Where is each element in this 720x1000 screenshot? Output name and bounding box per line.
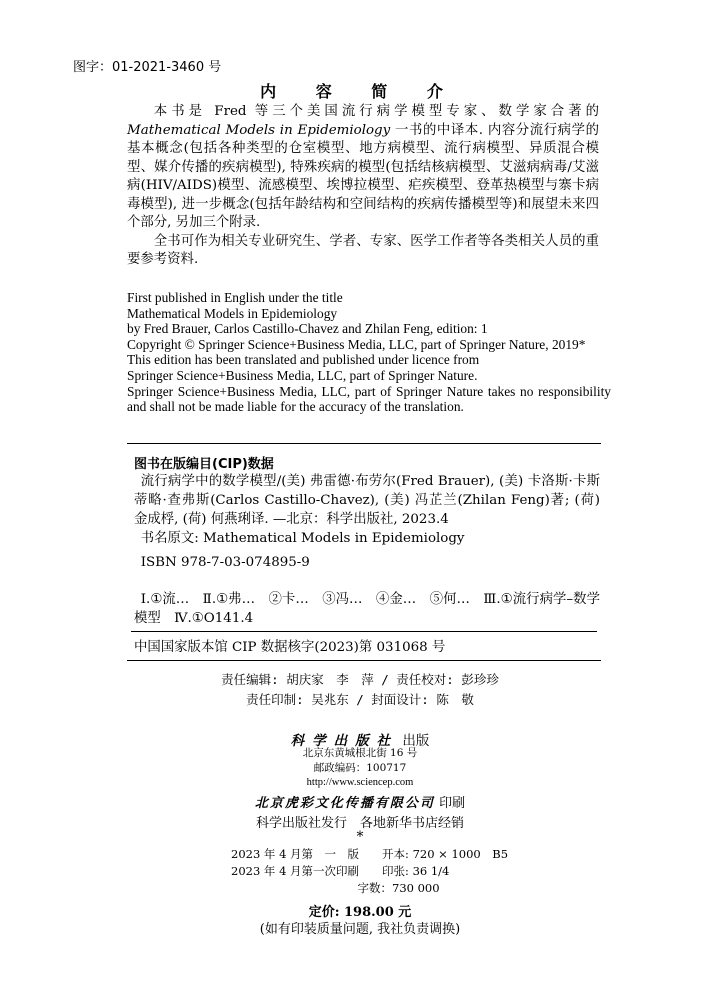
cip-classification: Ⅰ.①流… Ⅱ.①弗… ②卡… ③冯… ④金… ⑤何… Ⅲ.①流行病学–数学模型 Ⅳ.①O141.4 — [134, 592, 600, 626]
staff-line-1: 责任编辑: 胡庆家 李 萍 / 责任校对: 彭珍珍 — [221, 672, 499, 687]
printer-suffix: 印刷 — [434, 796, 466, 811]
english-line: This edition has been translated and published under licence from — [127, 352, 480, 368]
cip-entry-block — [134, 472, 600, 572]
edition-specs-line-3: 字数：730 000 — [231, 881, 440, 895]
cip-bottom-rule — [127, 660, 601, 661]
english-rights-notice — [127, 290, 611, 415]
editorial-staff — [0, 670, 720, 710]
english-line: Springer Science+Business Media, LLC, part of Springer Nature. — [127, 367, 478, 383]
intro-paragraph-2: 全书可作为相关专业研究生、学者、专家、医学工作者等各类相关人员的重要参考资料. — [127, 233, 599, 267]
intro-text-a: 本书是 Fred 等三个美国流行病学模型专家、数学家合著的 — [153, 104, 599, 119]
cip-original-title: 书名原文: Mathematical Models in Epidemiology — [140, 531, 465, 546]
intro-text-b: 一书的中译本. 内容分流行病学的基本概念(包括各种类型的仓室模型、地方病模型、流行病模型、异质混合模型、媒介传播的疾病模型), 特殊疾病的模型(包括结核病模型、艾滋病病毒/艾滋病(HIV/AIDS)模型、流感模型、埃博拉模型、疟疾模型、登革热模型与寨卡病毒模型), 进一步概念(包括年龄结构和空间结构的疾病传播模型等)和展望未来四个部分, 另加三个附录. — [127, 122, 599, 230]
staff-line-2: 责任印制: 吴兆东 / 封面设计: 陈 敬 — [246, 692, 474, 707]
intro-paragraph-1 — [127, 103, 599, 233]
cip-record-block — [134, 638, 600, 657]
publisher-address: 北京东黄城根北街 16 号 — [302, 747, 418, 759]
english-line: Mathematical Models in Epidemiology — [127, 305, 338, 321]
printer-line — [0, 792, 720, 811]
intro-book-title: Mathematical Models in Epidemiology — [127, 122, 391, 138]
publisher-name: 科学出版社 — [290, 733, 399, 749]
printer-name: 北京虎彩文化传播有限公司 — [254, 796, 435, 811]
cip-record: 中国国家版本馆 CIP 数据核字(2023)第 031068 号 — [134, 640, 446, 655]
edition-specs-line-2: 2023 年 4 月第一次印刷 印张: 36 1/4 — [231, 864, 450, 878]
cip-inner-rule — [131, 631, 597, 632]
cip-entry: 流行病学中的数学模型/(美) 弗雷德·布劳尔(Fred Brauer), (美) 卡洛斯·卡斯蒂略·查弗斯(Carlos Castillo-Chavez), (美) 冯芷兰(Zhilan Feng)著; (荷) 金成桴, (荷) 何燕琍译. —北京：科学出版社, 2023.4 — [134, 474, 600, 527]
english-line: First published in English under the title — [127, 290, 343, 305]
english-line: Copyright © Springer Science+Business Media, LLC, part of Springer Nature, 2019* — [127, 336, 586, 352]
cip-classification-block — [134, 590, 600, 628]
publisher-url: http://www.sciencep.com — [306, 777, 414, 788]
distribution-line: 科学出版社发行 各地新华书店经销 — [255, 816, 464, 831]
price: 定价: 198.00 元 — [308, 905, 412, 920]
cip-heading: 图书在版编目(CIP)数据 — [134, 457, 274, 472]
cip-isbn: ISBN 978-7-03-074895-9 — [140, 555, 310, 570]
introduction — [127, 103, 599, 270]
english-line: by Fred Brauer, Carlos Castillo-Chavez and Zhilan Feng, edition: 1 — [127, 321, 488, 337]
english-line: Springer Science+Business Media, LLC, part of Springer Nature takes no responsibility and shall not be made liable for the accuracy of the translation. — [127, 383, 611, 415]
publisher-suffix: 出版 — [398, 733, 430, 749]
publisher-postcode: 邮政编码：100717 — [313, 762, 407, 774]
edition-specs-line-1: 2023 年 4 月第 一 版 开本: 720 × 1000 B5 — [231, 847, 509, 861]
section-title: 内 容 简 介 — [260, 82, 460, 101]
quality-notice: (如有印装质量问题, 我社负责调换) — [259, 922, 461, 937]
copyright-registration-number: 图字：01-2021-3460 号 — [73, 60, 222, 75]
cip-top-rule — [127, 443, 601, 444]
separator-star: * — [356, 829, 364, 845]
